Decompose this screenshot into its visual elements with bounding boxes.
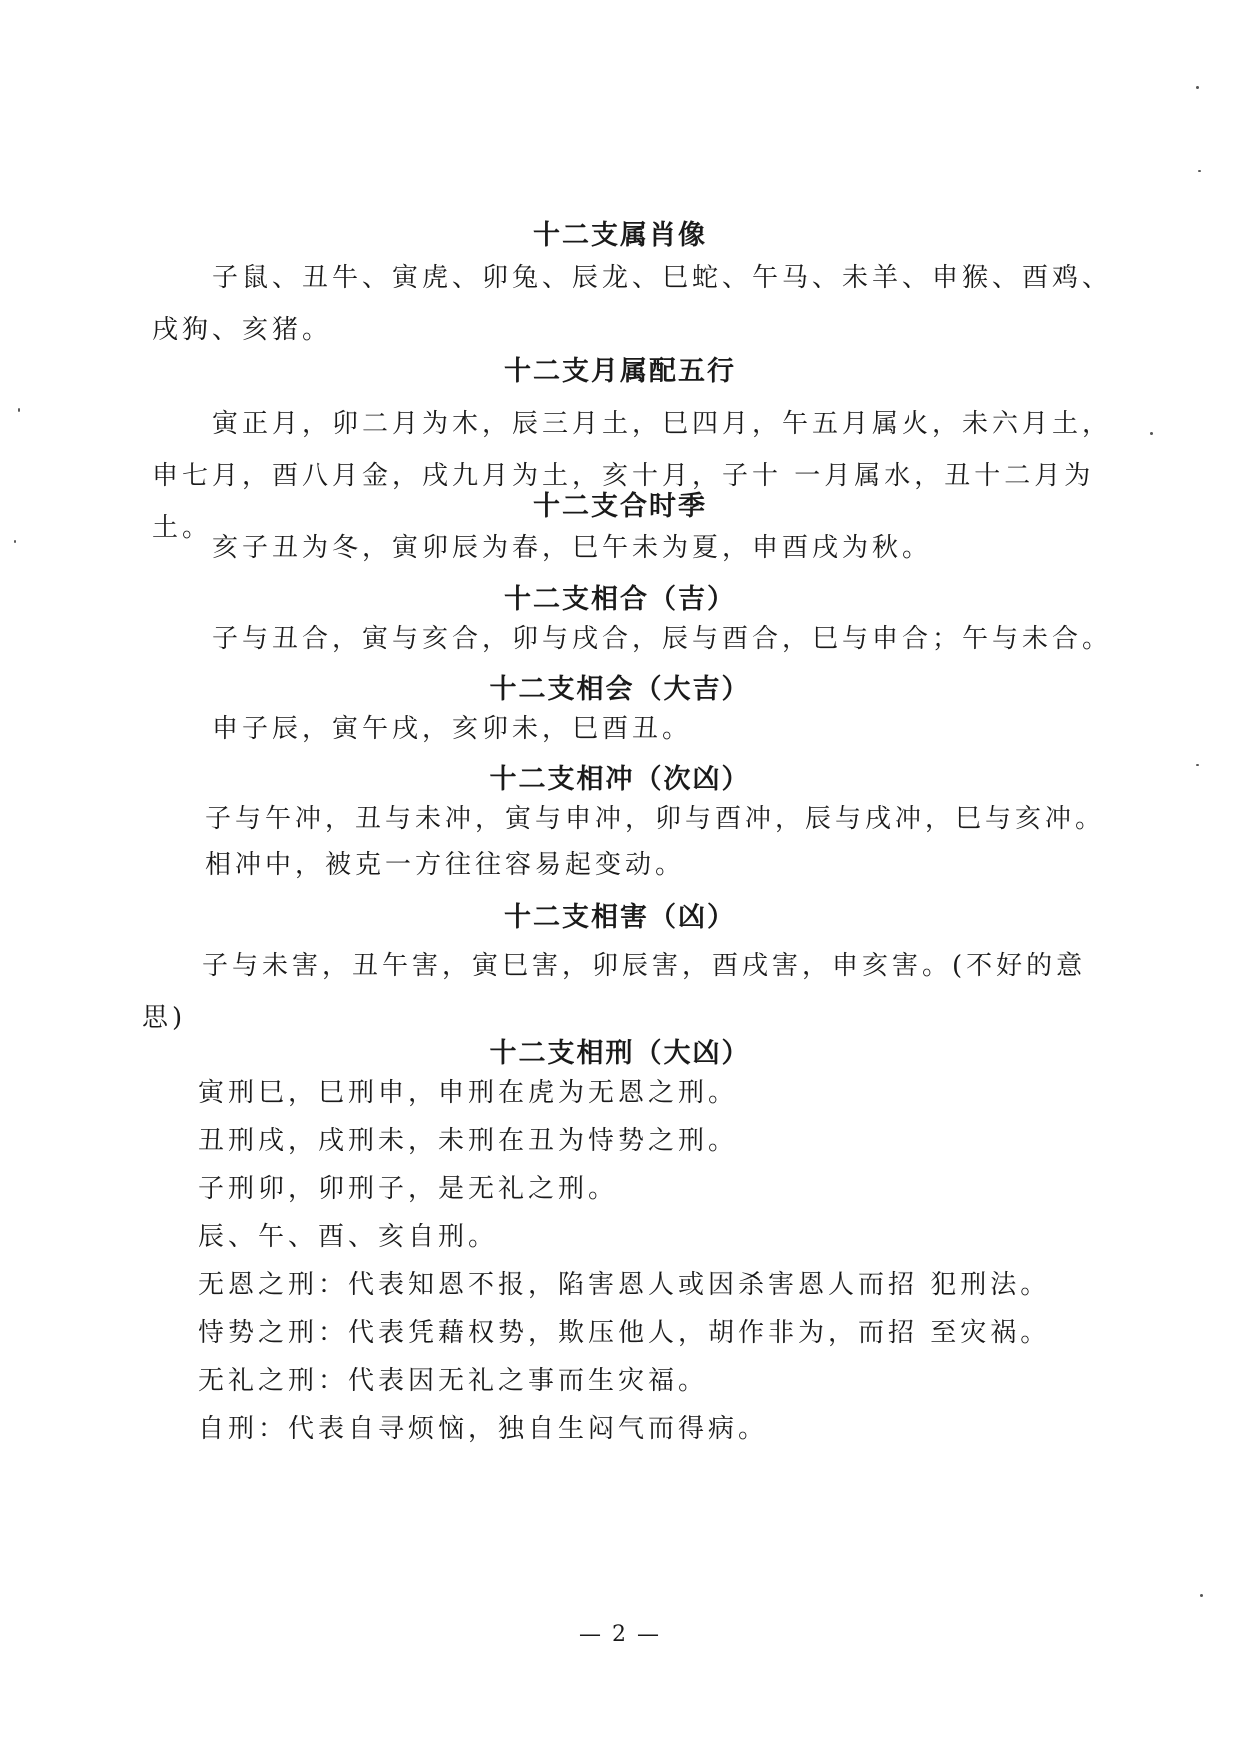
- para-harm: 子与未害，丑午害，寅巳害，卯辰害，酉戌害，申亥害。(不好的意思): [142, 951, 1087, 1033]
- heading-month-elements: 十二支月属配五行: [504, 356, 736, 387]
- para-punish-3: 子刑卯，卯刑子，是无礼之刑。: [198, 1174, 619, 1204]
- scan-speck: [1196, 86, 1199, 89]
- para-punish-2: 丑刑戌，戌刑未，未刑在丑为恃势之刑。: [198, 1126, 739, 1156]
- para-combine: 子与丑合，寅与亥合，卯与戌合，辰与酉合，巳与申合；午与未合。: [212, 624, 1113, 654]
- para-month-elements: 寅正月，卯二月为木，辰三月土，巳四月，午五月属火，未六月土，申七月，酉八月金，戌九月为土，亥十月，子十 一月属水，丑十二月为土。: [152, 409, 1113, 543]
- scan-speck: [1200, 1594, 1203, 1597]
- heading-seasons: 十二支合时季: [533, 491, 707, 522]
- heading-combine: 十二支相合（吉）: [504, 584, 736, 615]
- para-zodiac: 子鼠、丑牛、寅虎、卯兔、辰龙、巳蛇、午马、未羊、申猴、酉鸡、戌狗、亥猪。: [152, 263, 1113, 345]
- heading-harm: 十二支相害（凶）: [504, 902, 736, 933]
- page-number: — 2 —: [579, 1622, 661, 1647]
- para-clash-2: 相冲中，被克一方往往容易起变动。: [205, 850, 686, 880]
- para-punish-1: 寅刑巳，巳刑申，申刑在虎为无恩之刑。: [198, 1078, 739, 1108]
- heading-zodiac: 十二支属肖像: [533, 220, 707, 251]
- heading-meet: 十二支相会（大吉）: [489, 674, 751, 705]
- para-punish-4: 辰、午、酉、亥自刑。: [198, 1222, 499, 1252]
- scan-speck: [1196, 764, 1199, 766]
- para-punish-7: 无礼之刑：代表因无礼之事而生灾福。: [198, 1366, 709, 1396]
- scan-speck: [18, 408, 20, 412]
- heading-clash: 十二支相冲（次凶）: [489, 764, 751, 795]
- para-seasons: 亥子丑为冬，寅卯辰为春，巳午未为夏，申酉戌为秋。: [212, 533, 933, 563]
- scan-speck: [1198, 170, 1201, 172]
- para-punish-8: 自刑：代表自寻烦恼，独自生闷气而得病。: [198, 1414, 769, 1444]
- heading-punish: 十二支相刑（大凶）: [489, 1038, 751, 1069]
- scan-speck: [14, 540, 16, 543]
- para-punish-5: 无恩之刑：代表知恩不报，陷害恩人或因杀害恩人而招 犯刑法。: [198, 1270, 1051, 1300]
- para-punish-6: 恃势之刑：代表凭藉权势，欺压他人，胡作非为，而招 至灾祸。: [198, 1318, 1051, 1348]
- para-meet: 申子辰，寅午戌，亥卯未，巳酉丑。: [212, 714, 693, 744]
- para-clash-1: 子与午冲，丑与未冲，寅与申冲，卯与酉冲，辰与戌冲，巳与亥冲。: [205, 804, 1106, 834]
- scan-speck: [1150, 432, 1153, 435]
